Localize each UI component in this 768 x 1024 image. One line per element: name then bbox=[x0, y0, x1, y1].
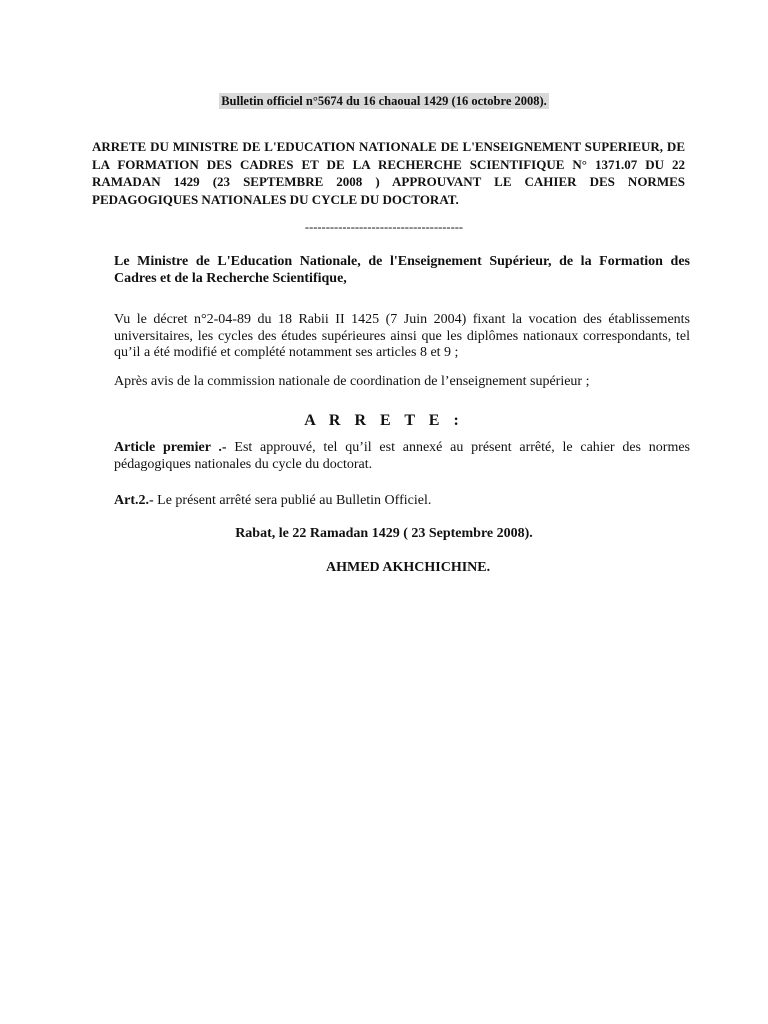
article-2-text: Le présent arrêté sera publié au Bulletin Officiel. bbox=[153, 493, 432, 508]
signatory-name: AHMED AKHCHICHINE. bbox=[326, 560, 491, 575]
arrete-heading: A R R E T E : bbox=[304, 412, 464, 429]
considerant-vu: Vu le décret n°2-04-89 du 18 Rabii II 1425 (7 Juin 2004) fixant la vocation des établissements universitaires, les cycles des études supérieures ainsi que les diplômes nationaux correspondants, tel qu’il a été modifié et complété notamment ses articles 8 et 9 ; bbox=[114, 312, 690, 360]
decree-title: ARRETE DU MINISTRE DE L'EDUCATION NATIONALE DE L'ENSEIGNEMENT SUPERIEUR, DE LA FORMATION DES CADRES ET DE LA RECHERCHE SCIENTIFIQUE N° 1371.07 DU 22 RAMADAN 1429 (23 SEPTEMBRE 2008 ) APPROUVANT LE CAHIER DES NORMES PEDAGOGIQUES NATIONALES DU CYCLE DU DOCTORAT. bbox=[92, 139, 685, 207]
bulletin-reference-text: Bulletin officiel n°5674 du 16 chaoual 1429 (16 octobre 2008). bbox=[221, 94, 547, 108]
place-date: Rabat, le 22 Ramadan 1429 ( 23 Septembre 2008). bbox=[235, 526, 533, 541]
article-premier bbox=[92, 440, 690, 473]
minister-heading: Le Ministre de L'Education Nationale, de l'Enseignement Supérieur, de la Formation des Cadres et de la Recherche Scientifique, bbox=[114, 254, 690, 286]
article-2-label: Art.2.- bbox=[114, 493, 154, 508]
article-premier-text: Est approuvé, tel qu’il est annexé au présent arrêté, le cahier des normes pédagogiques nationales du cycle du doctorat. bbox=[114, 440, 691, 472]
article-2 bbox=[92, 493, 690, 510]
article-premier-label: Article premier .- bbox=[114, 440, 227, 455]
bulletin-reference bbox=[0, 94, 768, 109]
considerant-apres: Après avis de la commission nationale de coordination de l’enseignement supérieur ; bbox=[114, 374, 590, 389]
separator-line: -------------------------------------- bbox=[304, 220, 464, 234]
